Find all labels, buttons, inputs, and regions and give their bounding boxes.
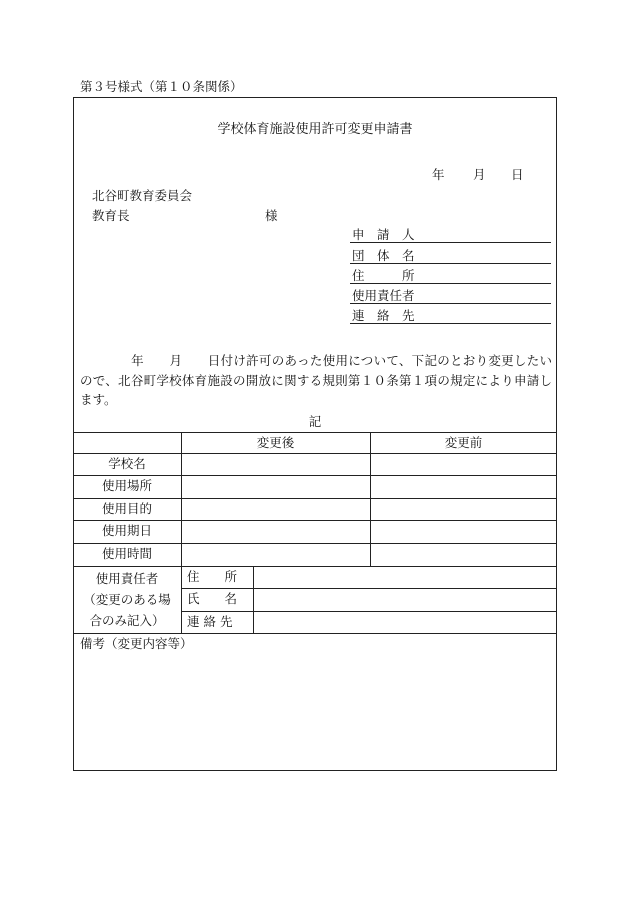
table-line: [73, 566, 557, 567]
request-body-text: 年 月 日付け許可のあった使用について、下記のとおり変更したいので、北谷町学校体育施設の開放に関する規則第１０条第１項の規定により申請します。: [80, 353, 552, 407]
column-header-before: 変更前: [444, 435, 483, 450]
table-line: [73, 498, 557, 499]
responsible-block-label-line2: （変更のある場: [83, 592, 171, 607]
table-line: [73, 453, 557, 454]
table-line: [370, 432, 371, 566]
table-line: [73, 520, 557, 521]
column-header-after: 変更後: [256, 435, 295, 450]
row-label-school: 学校名: [108, 456, 146, 471]
date-month-label: 月: [473, 167, 486, 182]
table-line: [73, 432, 557, 433]
table-line: [181, 588, 557, 589]
date-day-label: 日: [511, 167, 524, 182]
row-label-date: 使用期日: [101, 523, 152, 538]
table-line: [73, 543, 557, 544]
address-underline[interactable]: [350, 283, 551, 284]
responsible-contact-label: 連 絡 先: [187, 614, 233, 629]
addressee-org: 北谷町教育委員会: [92, 188, 193, 203]
addressee-honorific: 様: [265, 208, 278, 223]
ki-label: 記: [308, 414, 322, 429]
responsible-name-label: 氏 名: [187, 591, 238, 606]
responsible-address-label: 住 所: [187, 569, 238, 584]
row-label-place: 使用場所: [101, 478, 152, 493]
applicant-label: 申 請 人: [352, 227, 415, 242]
table-line: [181, 432, 182, 633]
address-label: 住 所: [352, 268, 415, 283]
responsible-person-underline[interactable]: [350, 303, 551, 304]
remarks-label: 備考（変更内容等）: [80, 636, 193, 651]
addressee-person: 教育長: [92, 208, 130, 223]
table-line: [73, 633, 557, 634]
contact-underline[interactable]: [350, 323, 551, 324]
responsible-block-label-line3: 合のみ記入）: [89, 613, 165, 628]
group-name-label: 団 体 名: [352, 248, 415, 263]
form-title: 学校体育施設使用許可変更申請書: [217, 122, 413, 137]
table-line: [253, 566, 254, 633]
applicant-underline[interactable]: [350, 242, 551, 243]
responsible-person-label: 使用責任者: [352, 288, 415, 303]
table-line: [181, 611, 557, 612]
responsible-block-label-line1: 使用責任者: [95, 571, 159, 586]
row-label-purpose: 使用目的: [101, 501, 152, 516]
date-year-label: 年: [432, 167, 445, 182]
contact-label: 連 絡 先: [352, 308, 415, 323]
row-label-time: 使用時間: [101, 546, 152, 561]
group-name-underline[interactable]: [350, 263, 551, 264]
form-number: 第３号様式（第１０条関係）: [80, 79, 243, 94]
table-line: [73, 475, 557, 476]
